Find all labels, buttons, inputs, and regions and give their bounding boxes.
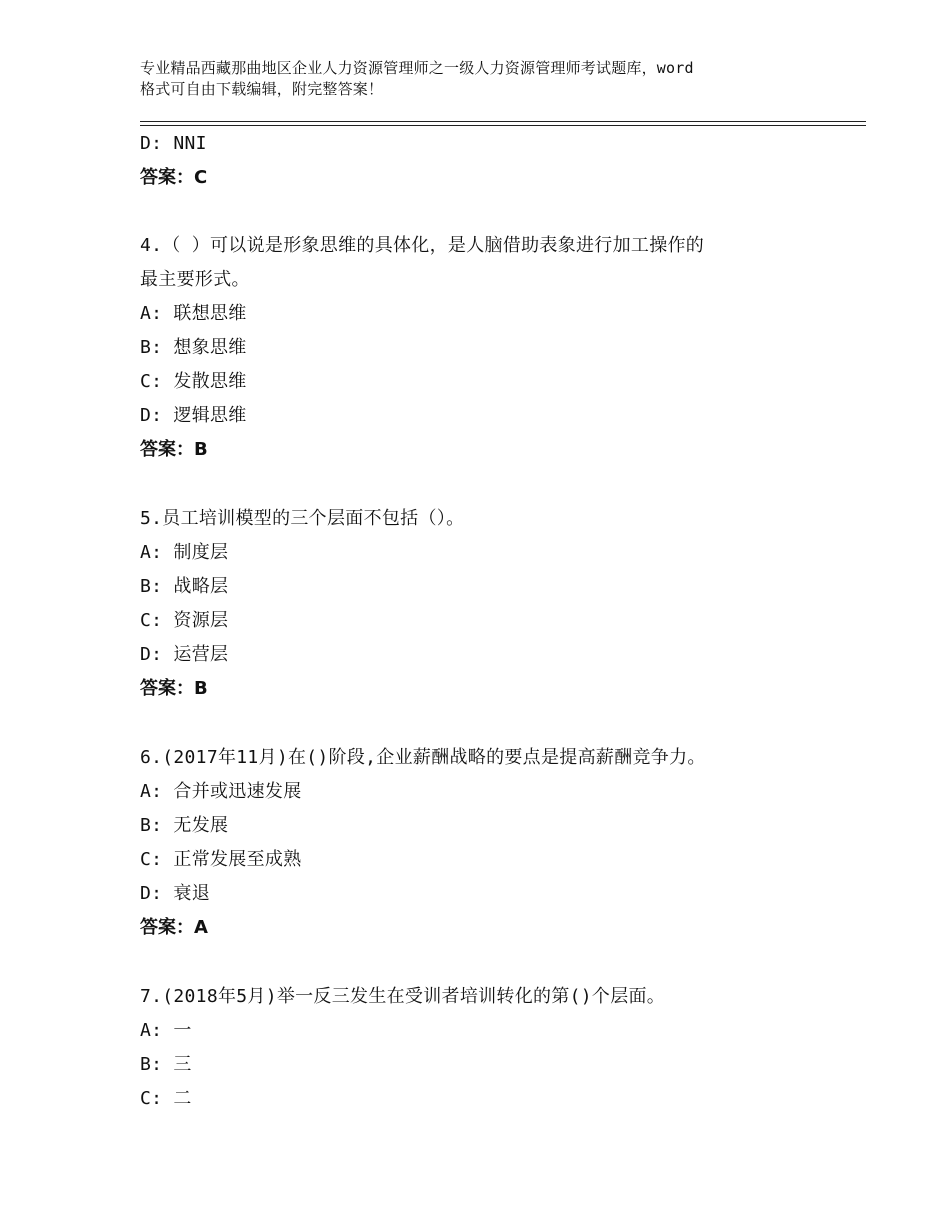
q5-option-c: C: 资源层: [140, 610, 229, 631]
q7-option-b: B: 三: [140, 1054, 192, 1075]
prev-answer: 答案：C: [140, 167, 208, 188]
q4-option-d: D: 逻辑思维: [140, 405, 247, 426]
q5-option-a: A: 制度层: [140, 542, 229, 563]
q5-option-b: B: 战略层: [140, 576, 229, 597]
header-line-1: 专业精品西藏那曲地区企业人力资源管理师之一级人力资源管理师考试题库，word: [140, 59, 694, 77]
q4-option-c: C: 发散思维: [140, 371, 247, 392]
q5-option-d: D: 运营层: [140, 644, 229, 665]
header-rule-top: [140, 121, 866, 122]
q7-option-c: C: 二: [140, 1088, 192, 1109]
q6-option-c: C: 正常发展至成熟: [140, 849, 302, 870]
q4-stem-line-2: 最主要形式。: [140, 269, 250, 290]
q4-option-b: B: 想象思维: [140, 337, 247, 358]
q6-option-b: B: 无发展: [140, 815, 229, 836]
header-rule-bottom: [140, 125, 866, 126]
q7-option-a: A: 一: [140, 1020, 192, 1041]
q5-answer: 答案：B: [140, 678, 208, 699]
q5-stem: 5.员工培训模型的三个层面不包括（）。: [140, 508, 465, 529]
q4-stem-line-1: 4.（ ）可以说是形象思维的具体化，是人脑借助表象进行加工操作的: [140, 235, 705, 256]
q6-option-a: A: 合并或迅速发展: [140, 781, 302, 802]
q6-stem: 6.(2017年11月)在()阶段,企业薪酬战略的要点是提高薪酬竞争力。: [140, 747, 706, 768]
header-line-2: 格式可自由下载编辑，附完整答案！: [140, 80, 384, 98]
q6-option-d: D: 衰退: [140, 883, 211, 904]
q4-option-a: A: 联想思维: [140, 303, 247, 324]
document-header: [140, 58, 840, 100]
q6-answer: 答案：A: [140, 917, 208, 938]
q7-stem: 7.(2018年5月)举一反三发生在受训者培训转化的第()个层面。: [140, 986, 666, 1007]
q4-answer: 答案：B: [140, 439, 208, 460]
prev-option-d: D: NNI: [140, 133, 207, 154]
